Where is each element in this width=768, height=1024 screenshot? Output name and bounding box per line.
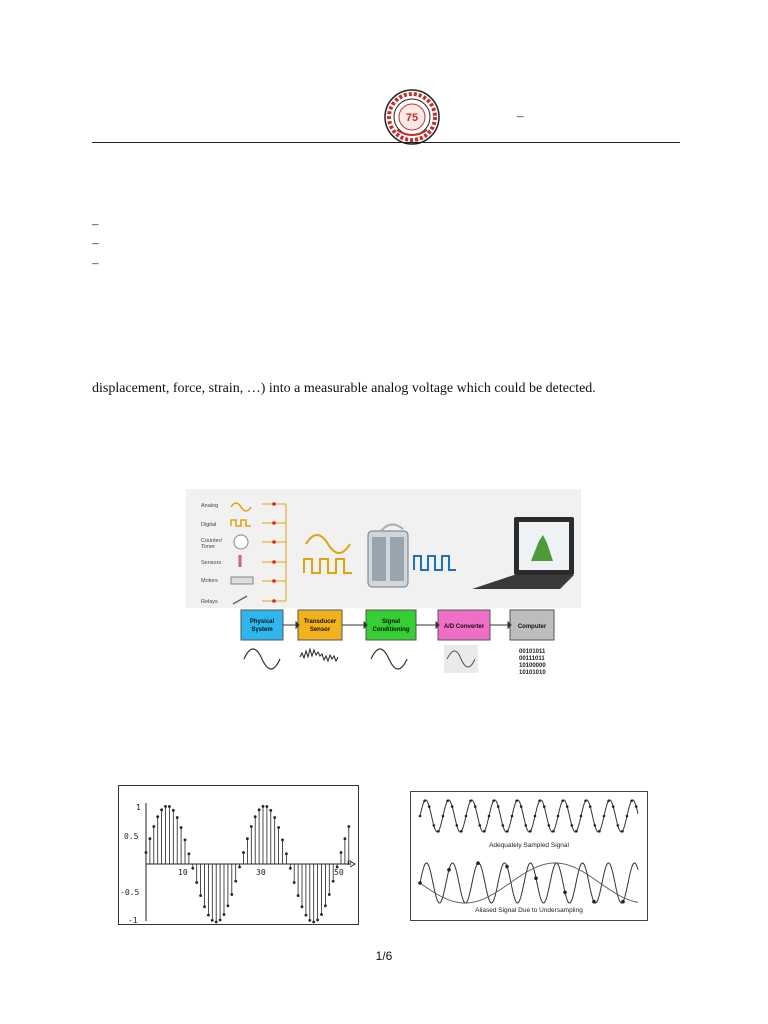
stem-point [297,894,300,897]
adequate-sample-point [437,830,440,833]
signal-label-motors: Motors [201,578,218,584]
adequate-sample-point [621,830,624,833]
y-tick-neg-0-5: -0.5 [120,888,140,897]
y-tick-neg-1: -1 [128,916,138,925]
stem-point [242,851,245,854]
y-tick-1: 1 [136,803,141,812]
x-tick-30: 30 [256,868,266,877]
adequate-sample-point [520,805,523,808]
block-physical-system [241,610,283,640]
stem-point [156,815,159,818]
motor-icon [231,577,253,584]
stem-point [164,805,167,808]
daq-device-icon [368,524,408,587]
stem-point [347,825,350,828]
svg-text:System: System [251,627,273,633]
adequate-sample-point [561,799,564,802]
adequate-sample-point [630,799,633,802]
body-paragraph: displacement, force, strain, …) into a measurable analog voltage which could be detected. [92,381,596,396]
svg-text:Transducer: Transducer [303,619,337,625]
x-axis-label: n [347,858,352,867]
digital-signal-icon [304,559,352,573]
adequate-sample-point [589,805,592,808]
binary-line: 00101011 [519,649,546,655]
stem-point [160,808,163,811]
aliased-sample-point [476,861,480,865]
y-tick-0-5: 0.5 [124,832,139,841]
adequate-sample-point [451,805,454,808]
adequate-sample-point [488,815,491,818]
adequate-sample-point [543,805,546,808]
stem-point [211,919,214,922]
stem-point [149,837,152,840]
adequate-sample-point [460,830,463,833]
stem-point [344,837,347,840]
adequate-sample-point [566,805,569,808]
stopwatch-icon [234,535,248,549]
daq-figure [186,489,581,679]
adequate-sample-point [506,830,509,833]
signal-label-counter: Counter/ [201,538,223,544]
svg-text:Computer: Computer [517,624,547,630]
stem-point [246,837,249,840]
list-dash: – [92,255,99,270]
stem-point [281,839,284,842]
stem-point [195,881,198,884]
signal-label-sensors: Sensors [201,560,222,566]
adequate-sample-point [497,805,500,808]
aliased-sample-point [505,865,509,869]
stem-point [203,905,206,908]
block-transducer-sensor [298,610,342,640]
adequate-sample-point [474,805,477,808]
aliased-sample-point [418,881,422,885]
adequate-sample-point [511,815,514,818]
aliased-caption: Aliased Signal Due to Undersampling [475,907,583,914]
stem-point [266,805,269,808]
aliased-sample-point [447,868,451,872]
svg-text:A/D Converter: A/D Converter [443,624,485,630]
stem-point [285,852,288,855]
stem-point [223,913,226,916]
adequate-sample-point [575,830,578,833]
binary-line: 00111011 [519,656,545,662]
analog-wave-icon [231,503,251,511]
stem-point [227,904,230,907]
header-dash: – [517,108,524,123]
stem-point [332,880,335,883]
adequate-sample-point [607,799,610,802]
aliased-sample-point [563,890,567,894]
stem-point [176,816,179,819]
adequate-sample-point [492,799,495,802]
stem-point [191,867,194,870]
stem-point [230,893,233,896]
stem-point [250,825,253,828]
stem-point [320,913,323,916]
adequate-sample-point [433,824,436,827]
adequate-sample-point [626,815,629,818]
stem-point [289,867,292,870]
noisy-signal-icon [300,649,338,661]
aliasing-plot [410,791,648,921]
stem-point [308,919,311,922]
university-logo [383,88,441,146]
adequate-sample-point [529,830,532,833]
analog-signal-icon [306,535,350,553]
binary-line: 10101010 [519,670,546,676]
adequate-sample-point [419,815,422,818]
digital-wave-icon [231,520,251,526]
x-tick-50: 50 [334,868,344,877]
stem-point [340,851,343,854]
list-dash: – [92,216,99,231]
sampled-sine-plot [118,785,359,925]
signal-label-digital: Digital [201,522,217,528]
adequate-sample-point [465,815,468,818]
adequate-sample-point [552,830,555,833]
stem-point [152,825,155,828]
adequate-sample-point [515,799,518,802]
header-rule [92,142,680,143]
adequate-sample-point [617,824,620,827]
adequate-sample-point [483,830,486,833]
signal-label-timer: Timer [201,544,215,550]
stem-point [312,921,315,924]
adequate-sample-point [423,799,426,802]
stem-point [316,919,319,922]
adequate-sample-point [635,805,638,808]
svg-text:Physical: Physical [249,619,275,625]
aliased-sample-point [621,900,625,904]
binary-line: 10100000 [519,663,546,669]
aliased-sample-point [534,876,538,880]
adequate-sample-point [479,824,482,827]
adequate-sample-point [538,799,541,802]
adequate-sample-point [456,824,459,827]
stem-point [215,921,218,924]
adequate-sample-point [612,805,615,808]
adequate-caption: Adequately Sampled Signal [489,842,569,849]
adequate-sample-point [598,830,601,833]
physical-signal-icon [244,649,280,669]
svg-text:Sensor: Sensor [309,627,331,633]
stem-point [269,809,272,812]
adequate-sample-point [525,824,528,827]
adequate-sample-point [534,815,537,818]
x-tick-10: 10 [178,868,188,877]
block-signal-conditioning [366,610,416,640]
adequate-sample-point [428,805,431,808]
stem-point [305,914,308,917]
svg-text:75: 75 [405,112,419,124]
stem-point [273,816,276,819]
adequate-sample-point [584,799,587,802]
stem-point [301,905,304,908]
relay-icon [233,596,247,604]
page-number: 1/6 [375,949,393,963]
adequate-sample-point [571,824,574,827]
stem-point [207,914,210,917]
conditioned-signal-icon [371,649,407,669]
stem-point [180,826,183,829]
adequate-sample-point [502,824,505,827]
stem-point [188,852,191,855]
stem-point [262,805,265,808]
signal-label-analog: Analog [201,503,219,509]
adequate-sample-point [580,815,583,818]
stem-point [324,904,327,907]
stem-point [234,880,237,883]
svg-text:Conditioning: Conditioning [372,627,410,633]
stem-point [328,893,331,896]
adequate-sample-point [557,815,560,818]
stem-point [293,881,296,884]
svg-text:Signal: Signal [381,619,401,625]
stem-point [219,919,222,922]
adequate-sample-point [442,815,445,818]
adequate-sample-point [548,824,551,827]
stem-point [277,826,280,829]
aliased-sample-point [592,900,596,904]
stem-point [172,809,175,812]
digital-output-signal-icon [414,556,456,570]
adequate-sample-point [446,799,449,802]
list-dash: – [92,235,99,250]
stem-point [168,805,171,808]
signal-label-relays: Relays [201,599,218,605]
stem-point [254,815,257,818]
stem-point [184,839,187,842]
stem-point [258,808,261,811]
laptop-icon [472,517,574,589]
stem-point [199,894,202,897]
adequate-sample-point [594,824,597,827]
stem-point [238,866,241,869]
adequate-sample-point [603,815,606,818]
adequate-sample-point [469,799,472,802]
